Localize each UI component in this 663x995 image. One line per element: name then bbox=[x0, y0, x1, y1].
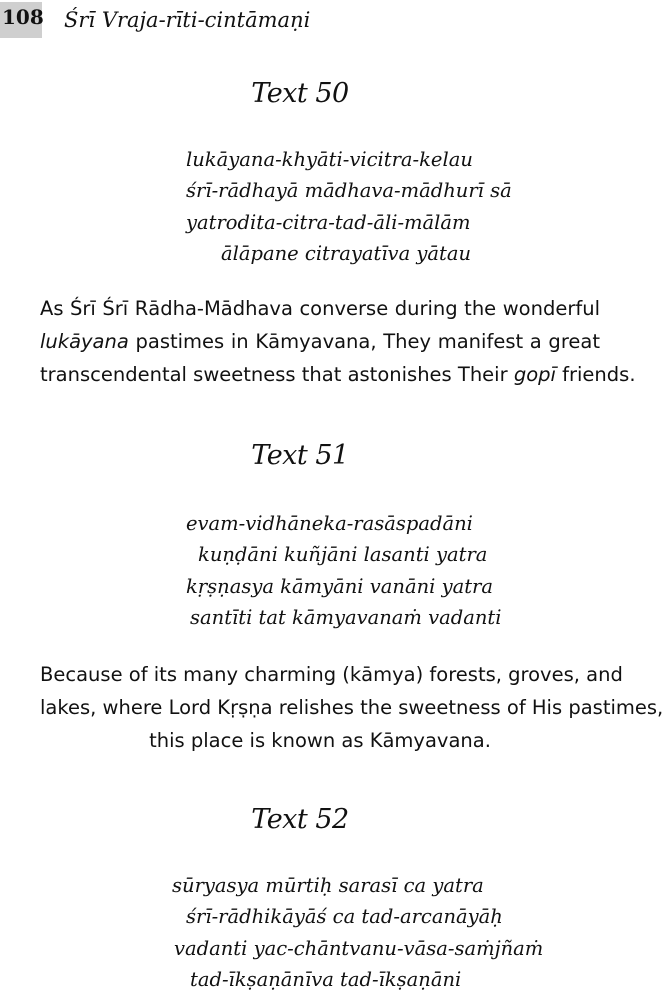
verse-line: yatrodita-citra-tad-āli-mālām bbox=[186, 210, 471, 234]
verse-text-50 bbox=[186, 144, 512, 269]
verse-line: vadanti yac-chāntvanu-vāsa-saṁjñaṁ bbox=[174, 936, 544, 960]
translation-text: friends. bbox=[555, 363, 636, 386]
translation-text-51 bbox=[40, 658, 663, 757]
running-title: Śrī Vraja-rīti-cintāmaṇi bbox=[64, 8, 311, 32]
verse-text-52 bbox=[172, 870, 543, 995]
section-heading-text-51: Text 51 bbox=[251, 440, 349, 471]
section-heading-text-50: Text 50 bbox=[251, 78, 349, 109]
verse-line: tad-īkṣaṇānīva tad-īkṣaṇāni bbox=[190, 967, 462, 991]
verse-line: kṛṣṇasya kāmyāni vanāni yatra bbox=[186, 574, 493, 598]
translation-line: lakes, where Lord Kṛṣṇa relishes the sweetness of His pastimes, bbox=[40, 696, 663, 719]
page-header bbox=[0, 0, 600, 46]
verse-line: lukāyana-khyāti-vicitra-kelau bbox=[186, 148, 473, 171]
translation-line bbox=[40, 325, 600, 358]
sanskrit-term: gopī bbox=[513, 363, 556, 386]
translation-text: transcendental sweetness that astonishes Their bbox=[40, 363, 514, 386]
section-heading-text-52: Text 52 bbox=[251, 804, 349, 835]
verse-line: śrī-rādhikāyāś ca tad-arcanāyāḥ bbox=[186, 905, 503, 929]
translation-line: this place is known as Kāmyavana. bbox=[149, 729, 491, 752]
sanskrit-term: lukāyana bbox=[40, 330, 129, 353]
translation-line: As Śrī Śrī Rādha-Mādhava converse during the wonderful bbox=[40, 297, 600, 320]
translation-line: Because of its many charming (kāmya) forests, groves, and bbox=[40, 663, 623, 686]
verse-line: kuṇḍāni kuñjāni lasanti yatra bbox=[198, 543, 488, 567]
verse-line: evam-vidhāneka-rasāspadāni bbox=[186, 512, 473, 535]
verse-line: ālāpane citrayatīva yātau bbox=[221, 241, 472, 265]
translation-text: pastimes in Kāmyavana, They manifest a great bbox=[128, 330, 600, 353]
verse-line: śrī-rādhayā mādhava-mādhurī sā bbox=[186, 179, 512, 203]
verse-text-51 bbox=[186, 508, 502, 633]
verse-line: santīti tat kāmyavanaṁ vadanti bbox=[190, 605, 502, 629]
verse-line: sūryasya mūrtiḥ sarasī ca yatra bbox=[172, 874, 484, 897]
translation-text-50 bbox=[40, 292, 636, 391]
page-number: 108 bbox=[0, 2, 42, 38]
translation-line bbox=[40, 358, 636, 391]
